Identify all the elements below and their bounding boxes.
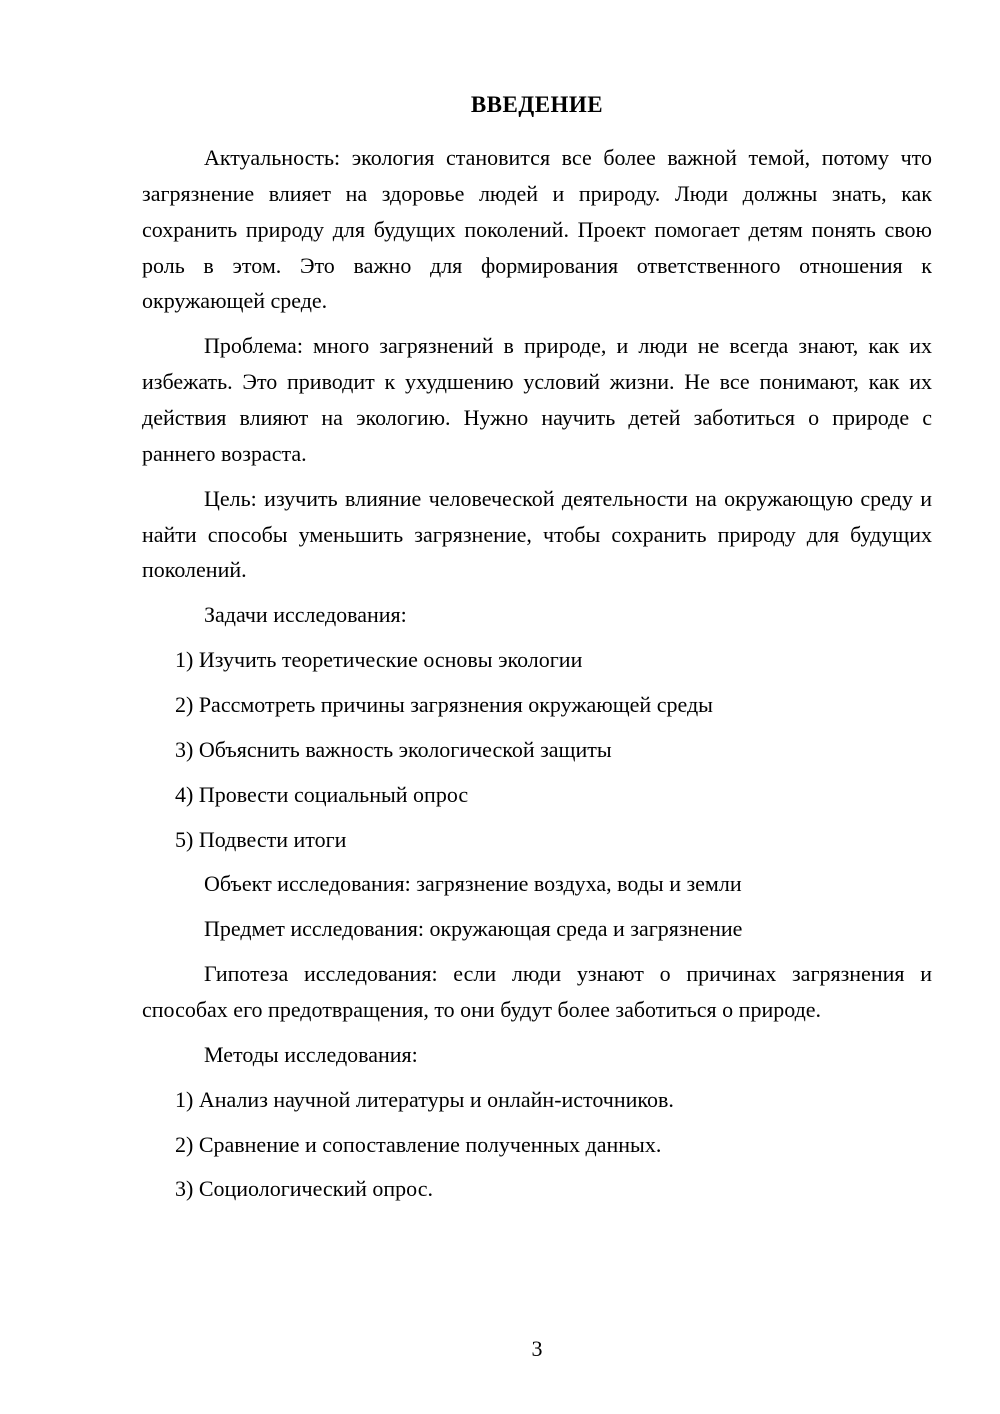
- paragraph-subject: Предмет исследования: окружающая среда и загрязнение: [204, 916, 743, 942]
- method-item-3: 3) Социологический опрос.: [175, 1176, 433, 1202]
- task-item-5: 5) Подвести итоги: [175, 826, 347, 852]
- method-item-1: 1) Анализ научной литературы и онлайн-источников.: [175, 1086, 674, 1112]
- method-item-2: 2) Сравнение и сопоставление полученных данных.: [175, 1131, 662, 1157]
- task-item-3: 3) Объяснить важность экологической защиты: [175, 736, 612, 762]
- task-item-2: 2) Рассмотреть причины загрязнения окружающей среды: [175, 692, 713, 718]
- methods-heading: Методы исследования:: [204, 1041, 418, 1067]
- page-number: 3: [531, 1336, 543, 1361]
- paragraph-hypothesis: Гипотеза исследования: если люди узнают о причинах загрязнения и способах его предотвращения, то они будут более заботиться о природе.: [142, 961, 932, 1023]
- paragraph-relevance: Актуальность: экология становится все более важной темой, потому что загрязнение влияет на здоровье людей и природу. Люди должны знать, как сохранить природу для будущих поколений. Проект помогает детям понять свою роль в этом. Это важно для формирования ответственного отношения к окружающей среде.: [142, 145, 932, 314]
- paragraph-object: Объект исследования: загрязнение воздуха, воды и земли: [204, 871, 742, 897]
- paragraph-problem: Проблема: много загрязнений в природе, и люди не всегда знают, как их избежать. Это приводит к ухудшению условий жизни. Не все понимают, как их действия влияют на экологию. Нужно научить детей заботиться о природе с раннего возраста.: [142, 333, 932, 466]
- methods-list: [142, 1082, 932, 1208]
- tasks-heading: Задачи исследования:: [204, 602, 407, 628]
- page-title: ВВЕДЕНИЕ: [470, 92, 604, 117]
- paragraph-goal: Цель: изучить влияние человеческой деятельности на окружающую среду и найти способы уменьшить загрязнение, чтобы сохранить природу для будущих поколений.: [142, 485, 932, 583]
- task-item-4: 4) Провести социальный опрос: [175, 781, 469, 807]
- tasks-list: [142, 642, 932, 857]
- task-item-1: 1) Изучить теоретические основы экологии: [175, 647, 583, 673]
